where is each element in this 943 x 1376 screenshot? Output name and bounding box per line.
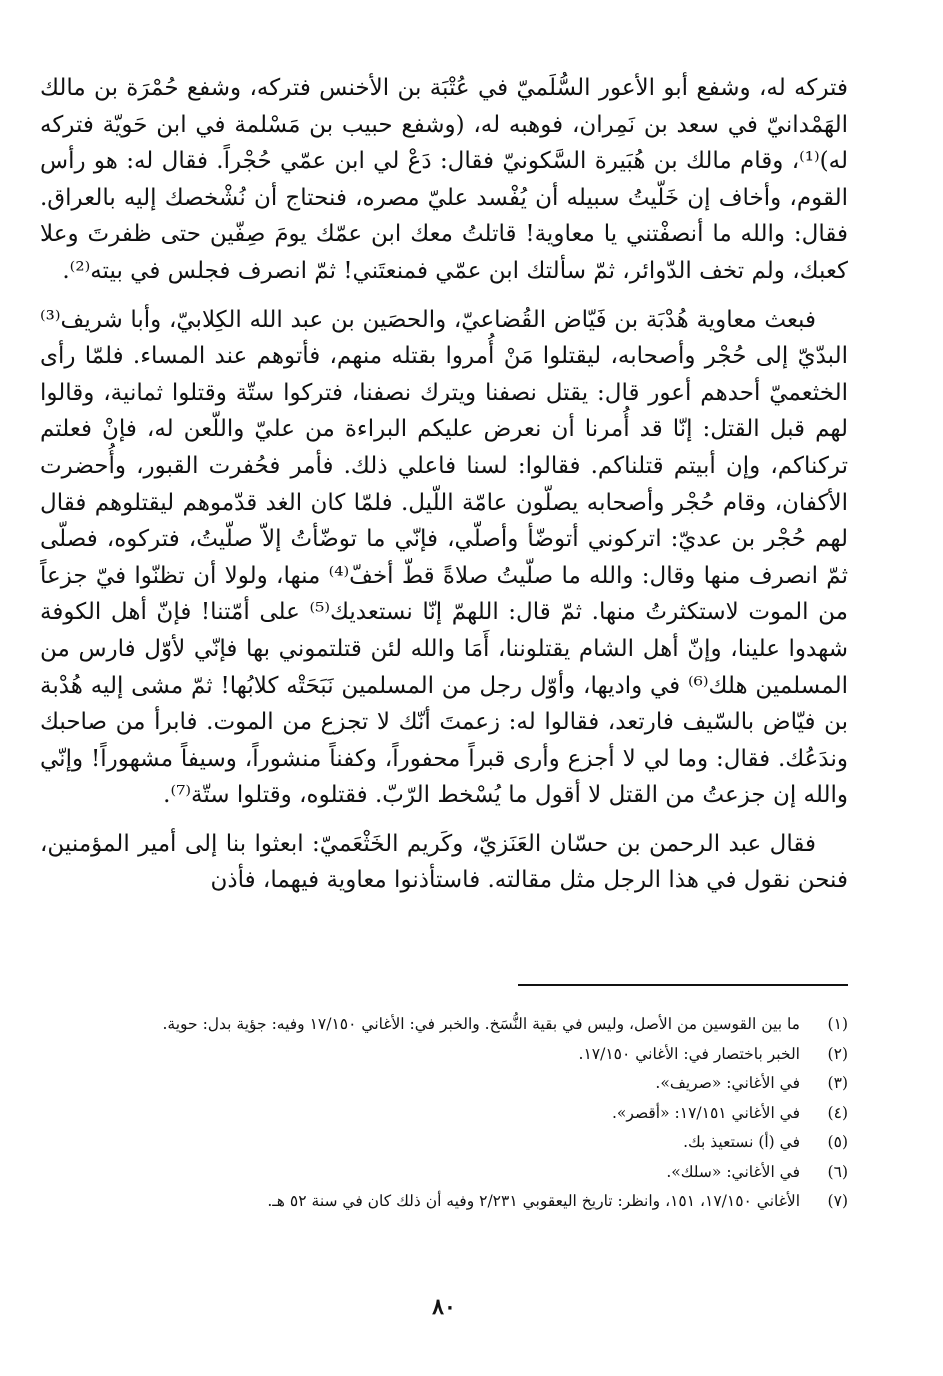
page-number: ٨٠ bbox=[432, 1294, 456, 1320]
footnote-text: في الأغاني: «صريف». bbox=[655, 1074, 800, 1092]
footnotes bbox=[40, 1012, 848, 1219]
footnote-number: (٧) bbox=[827, 1192, 848, 1210]
footnote bbox=[40, 1012, 848, 1037]
footnote-number: (٥) bbox=[827, 1133, 848, 1151]
footnote-separator bbox=[518, 984, 848, 986]
footnote-text: في (أ) نستعيذ بك. bbox=[683, 1133, 800, 1151]
footnote-text: الخبر باختصار في: الأغاني ١٧/١٥٠. bbox=[578, 1044, 800, 1063]
footnote bbox=[40, 1160, 848, 1185]
paragraph: فبعث معاوية هُدْبَة بن فَيّاض القُضاعيّ، والحصَين بن عبد الله الكِلابيّ، وأبا شريف⁽³⁾ البدّيّ إلى حُجْر وأصحابه، ليقتلوا مَنْ أُمروا بقتله منهم، فأتوهم عند المساء. فلمّا رأى الخثعميّ أحدهم أعور قال: يقتل نصفنا ويترك نصفنا، فتركوا ستّة وقتلوا ثمانية، وقالوا لهم قبل القتل: إنّا قد أُمرنا أن نعرض عليكم البراءة من عليّ واللّعن له، فإنْ فعلتم تركناكم، وإن أبيتم قتلناكم. فقالوا: لسنا فاعلي ذلك. فأمر فحُفرت القبور، وأُحضرت الأكفان، وقام حُجْر وأصحابه يصلّون عامّة اللّيل. فلمّا كان الغد قدّموهم ليقتلوهم فقال لهم حُجْر بن عديّ: اتركوني أتوضّأ وأصلّي، فإنّي ما توضّأتُ إلاّ صلّيتُ، فتركوه، فصلّى ثمّ انصرف منها وقال: والله ما صلّيتُ صلاةً قطّ أخفّ⁽⁴⁾ منها، ولولا أن تظنّوا فيّ جزعاً من الموت لاستكثرتُ منها. ثمّ قال: اللهمّ إنّا نستعديك⁽⁵⁾ على أمّتنا! فإنّ أهل الكوفة شهدوا علينا، وإنّ أهل الشام يقتلوننا، أَمَا والله لئن قتلتموني بها فإنّي لأوّل فارس من المسلمين هلك⁽⁶⁾ في واديها، وأوّل رجل من المسلمين نَبَحَتْه كلابُها! ثمّ مشى إليه هُدْبة بن فيّاض بالسّيف فارتعد، فقالوا له: زعمتَ أنّك لا تجزع من الموت. فابرأ من صاحبك وندَعُك. فقال: وما لي لا أجزع وأرى قبراً محفوراً، وكفناً منشوراً، وسيفاً مشهوراً! وإنّي والله إن جزعتُ من القتل لا أقول ما يُسْخط الرّبّ. فقتلوه، وقتلوا ستّة⁽⁷⁾. bbox=[40, 306, 849, 809]
main-text bbox=[40, 70, 848, 899]
footnote-number: (٢) bbox=[827, 1044, 848, 1063]
footnote bbox=[40, 1189, 848, 1214]
footnote bbox=[40, 1130, 848, 1155]
book-page bbox=[40, 70, 848, 1376]
footnote-number: (٣) bbox=[827, 1074, 848, 1092]
footnote bbox=[40, 1071, 848, 1096]
footnote bbox=[40, 1101, 848, 1126]
footnote-text: في الأغاني: «سلك». bbox=[666, 1162, 800, 1181]
footnote-text: الأغاني ١٧/١٥٠، ١٥١، وانظر: تاريخ اليعقوبي ٢/٢٣١ وفيه أن ذلك كان في سنة ٥٢ هـ. bbox=[267, 1192, 800, 1210]
footnote-number: (١) bbox=[827, 1015, 848, 1033]
footnote-number: (٤) bbox=[827, 1103, 848, 1122]
footnote bbox=[40, 1042, 848, 1067]
paragraph: فقال عبد الرحمن بن حسّان العَنَزيّ، وكَريم الخَثْعَميّ: ابعثوا بنا إلى أمير المؤمنين، فنحن نقول في هذا الرجل مثل مقالته. فاستأذنوا معاوية فيهما، فأذن bbox=[40, 830, 848, 894]
footnote-text: في الأغاني ١٧/١٥١: «أقصر». bbox=[611, 1103, 800, 1122]
footnote-number: (٦) bbox=[827, 1162, 848, 1181]
paragraph: فتركه له، وشفع أبو الأعور السُّلَميّ في عُتْبَة بن الأخنس فتركه، وشفع حُمْرَة بن مالك الهَمْدانيّ في سعد بن نَمِران، فوهبه له، (وشفع حبيب بن مَسْلمة في ابن حَويّة فتركه له)⁽¹⁾، وقام مالك بن هُبَيرة السَّكونيّ فقال: دَعْ لي ابن عمّي حُجْراً. فقال له: هو رأس القوم، وأخاف إن خَلّيتُ سبيله أن يُفْسد عليّ مصره، فنحتاج أن نُشْخصك إليه بالعراق. فقال: والله ما أنصفْتني يا معاوية! قاتلتُ معك ابن عمّك يومَ صِفّين حتى ظفرتَ وعلا كعبك، ولم تخف الدّوائر، ثمّ سألتك ابن عمّي فمنعتَني! ثمّ انصرف فجلس في بيته⁽²⁾. bbox=[40, 75, 848, 284]
footnote-text: ما بين القوسين من الأصل، وليس في بقية النُّسَخ. والخبر في: الأغاني ١٧/١٥٠ وفيه: جؤية بدل: حوية. bbox=[162, 1015, 800, 1033]
